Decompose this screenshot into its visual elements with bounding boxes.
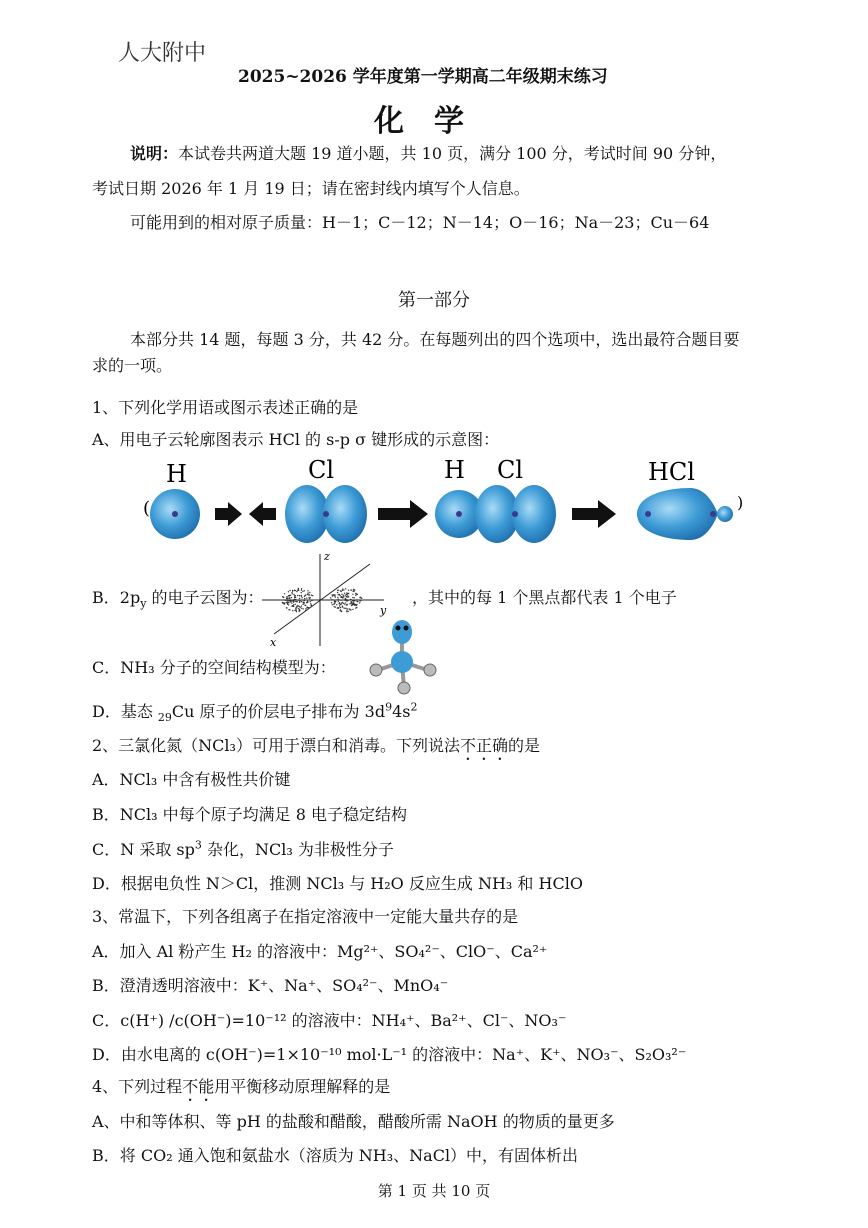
electron-dot xyxy=(356,599,357,600)
electron-dot xyxy=(335,606,336,607)
electron-dot xyxy=(294,610,295,611)
h-atom xyxy=(398,682,410,694)
electron-dot xyxy=(341,594,342,595)
electron-dot xyxy=(337,592,338,593)
electron-dot xyxy=(361,600,362,601)
electron-dot xyxy=(306,597,307,598)
electron-dot xyxy=(293,594,294,595)
electron-dot xyxy=(304,598,305,599)
instructions-label: 说明： xyxy=(130,144,179,163)
electron-dot xyxy=(305,595,306,596)
electron-dot xyxy=(302,597,303,598)
electron-dot xyxy=(286,596,287,597)
electron-dot xyxy=(301,595,302,596)
electron-dot xyxy=(337,607,338,608)
electron-dot xyxy=(346,611,347,612)
q3-stem: 3、常温下，下列各组离子在指定溶液中一定能大量共存的是 xyxy=(92,907,519,926)
electron-dot xyxy=(347,597,348,598)
part1-title: 第一部分 xyxy=(398,290,470,311)
electron-dot xyxy=(347,608,348,609)
atomic-masses: 可能用到的相对原子质量：H－1；C－12；N－14；O－16；Na－23；Cu－64 xyxy=(130,213,710,232)
emphasis-text: 不正确 xyxy=(459,736,508,755)
electron-dot xyxy=(287,599,288,600)
electron-dot xyxy=(311,606,312,607)
label-cl-2: Cl xyxy=(497,456,524,484)
electron-dot xyxy=(340,607,341,608)
electron-dot xyxy=(302,602,303,603)
axis-x-label: x xyxy=(270,636,277,649)
electron-dot xyxy=(353,601,354,602)
electron-dot xyxy=(284,593,285,594)
arrow-right-icon xyxy=(572,500,616,528)
electron-dot xyxy=(295,604,296,605)
electron-dot xyxy=(306,602,307,603)
q3-option-c: C．c(H⁺) /c(OH⁻)=10⁻¹² 的溶液中：NH₄⁺、Ba²⁺、Cl⁻、NO₃⁻ xyxy=(92,1011,567,1030)
q4-option-b: B．将 CO₂ 通入饱和氨盐水（溶质为 NH₃、NaCl）中，有固体析出 xyxy=(92,1146,579,1165)
electron-dot xyxy=(307,600,308,601)
electron-dot xyxy=(309,592,310,593)
axis-x-line xyxy=(274,564,370,634)
bracket-right: ) xyxy=(737,493,744,512)
electron-dot xyxy=(301,588,302,589)
exam-title: 2025~2026 学年度第一学期高二年级期末练习 xyxy=(238,67,608,87)
electron-dot xyxy=(352,594,353,595)
cl-nucleus-2 xyxy=(512,511,518,517)
q2-option-b: B．NCl₃ 中每个原子均满足 8 电子稳定结构 xyxy=(92,805,407,824)
axis-z-label: z xyxy=(324,550,330,563)
electron-dot xyxy=(346,599,347,600)
lone-pair-electron xyxy=(404,626,409,631)
electron-dot xyxy=(285,600,286,601)
electron-dot xyxy=(350,603,351,604)
label-cl: Cl xyxy=(308,456,335,484)
electron-dot xyxy=(337,590,338,591)
electron-dot xyxy=(341,596,342,597)
hcl-orbital-diagram xyxy=(0,452,868,562)
electron-dot xyxy=(352,597,353,598)
q3-option-a: A．加入 Al 粉产生 H₂ 的溶液中：Mg²⁺、SO₄²⁻、ClO⁻、Ca²⁺ xyxy=(92,942,548,961)
electron-dot xyxy=(288,604,289,605)
electron-dot xyxy=(295,608,296,609)
electron-dot xyxy=(340,600,341,601)
cl-orbital-lobe-left xyxy=(285,485,329,543)
bracket-left: ( xyxy=(143,498,151,519)
electron-dot xyxy=(348,590,349,591)
electron-dot xyxy=(292,593,293,594)
electron-dot xyxy=(359,600,360,601)
arrow-right-icon xyxy=(215,502,242,526)
electron-dot xyxy=(293,601,294,602)
electron-dot xyxy=(309,597,310,598)
h-atom xyxy=(424,664,436,676)
electron-dot xyxy=(289,598,290,599)
electron-dot xyxy=(312,595,313,596)
electron-dot xyxy=(304,600,305,601)
electron-dot xyxy=(282,596,283,597)
electron-dot xyxy=(355,595,356,596)
electron-dot xyxy=(296,611,297,612)
electron-dot xyxy=(342,606,343,607)
electron-dot xyxy=(345,588,346,589)
label-hcl: HCl xyxy=(648,458,695,486)
h-nucleus xyxy=(172,511,178,517)
axis-y-label: y xyxy=(380,604,387,617)
hcl-nucleus-h xyxy=(710,511,716,517)
electron-dot xyxy=(343,595,344,596)
electron-dot xyxy=(347,593,348,594)
arrow-left-icon xyxy=(249,502,276,526)
electron-dot xyxy=(290,595,291,596)
cl-orbital-lobe-right xyxy=(323,485,367,543)
n-atom xyxy=(391,651,413,673)
electron-dot xyxy=(303,608,304,609)
instructions-line2: 考试日期 2026 年 1 月 19 日；请在密封线内填写个人信息。 xyxy=(92,179,530,198)
q2-stem: 2、三氯化氮（NCl₃）可用于漂白和消毒。下列说法不正确的是 xyxy=(92,736,540,755)
electron-dot xyxy=(289,590,290,591)
electron-dot xyxy=(291,600,292,601)
cl-orbital-lobe-right-2 xyxy=(512,485,556,543)
electron-dot xyxy=(352,604,353,605)
electron-dot xyxy=(359,602,360,603)
electron-dot xyxy=(334,600,335,601)
electron-dot xyxy=(298,588,299,589)
electron-dot xyxy=(295,590,296,591)
electron-dot xyxy=(296,610,297,611)
electron-dot xyxy=(352,600,353,601)
q2-option-a: A．NCl₃ 中含有极性共价键 xyxy=(92,770,291,789)
electron-dot xyxy=(355,593,356,594)
electron-dot xyxy=(293,605,294,606)
electron-dot xyxy=(305,608,306,609)
electron-dot xyxy=(337,594,338,595)
q4-stem: 4、下列过程不能用平衡移动原理解释的是 xyxy=(92,1077,391,1096)
electron-dot xyxy=(305,610,306,611)
electron-dot xyxy=(307,590,308,591)
electron-dot xyxy=(336,604,337,605)
electron-dot xyxy=(350,589,351,590)
electron-dot xyxy=(361,598,362,599)
electron-dot xyxy=(334,601,335,602)
electron-dot xyxy=(350,599,351,600)
arrow-right-icon xyxy=(378,500,428,528)
h-atom xyxy=(370,664,382,676)
electron-dot xyxy=(335,596,336,597)
electron-dot xyxy=(344,593,345,594)
electron-dot xyxy=(345,602,346,603)
electron-dot xyxy=(344,608,345,609)
q3-option-b: B．澄清透明溶液中：K⁺、Na⁺、SO₄²⁻、MnO₄⁻ xyxy=(92,976,449,995)
electron-dot xyxy=(295,599,296,600)
electron-dot xyxy=(301,590,302,591)
q1-option-d: D．基态 $_{29}$Cu 原子的价层电子排布为 $3d^94s^2$ xyxy=(92,700,418,725)
electron-dot xyxy=(294,597,295,598)
electron-dot xyxy=(338,599,339,600)
electron-dot xyxy=(345,608,346,609)
q2-option-c: C．N 采取 $sp^3$ 杂化，NCl₃ 为非极性分子 xyxy=(92,838,394,859)
part1-intro2: 求的一项。 xyxy=(92,356,173,375)
electron-dot xyxy=(352,590,353,591)
electron-dot xyxy=(355,607,356,608)
electron-dot xyxy=(342,588,343,589)
electron-dot xyxy=(286,602,287,603)
electron-dot xyxy=(347,604,348,605)
electron-dot xyxy=(347,595,348,596)
electron-dot xyxy=(302,591,303,592)
electron-dot xyxy=(342,597,343,598)
electron-dot xyxy=(307,594,308,595)
electron-dot xyxy=(297,595,298,596)
electron-dot xyxy=(341,603,342,604)
electron-dot xyxy=(349,608,350,609)
electron-dot xyxy=(291,597,292,598)
electron-dot xyxy=(307,592,308,593)
electron-dot xyxy=(346,592,347,593)
electron-dot xyxy=(286,607,287,608)
electron-dot xyxy=(295,601,296,602)
electron-dot xyxy=(293,604,294,605)
electron-dot xyxy=(343,596,344,597)
electron-dot xyxy=(298,608,299,609)
electron-dot xyxy=(287,598,288,599)
electron-dot xyxy=(297,605,298,606)
electron-dot xyxy=(311,594,312,595)
h-nucleus-2 xyxy=(456,511,462,517)
electron-dot xyxy=(288,609,289,610)
emphasis-text: 不能 xyxy=(182,1077,215,1096)
label-h-2: H xyxy=(444,456,465,484)
electron-dot xyxy=(341,611,342,612)
electron-dot xyxy=(350,609,351,610)
part1-intro1: 本部分共 14 题，每题 3 分，共 42 分。在每题列出的四个选项中，选出最符合题目要 xyxy=(130,330,740,349)
electron-dot xyxy=(345,595,346,596)
electron-dot xyxy=(284,599,285,600)
electron-dot xyxy=(354,597,355,598)
lone-pair-lobe xyxy=(392,620,412,644)
electron-dot xyxy=(288,602,289,603)
electron-dot xyxy=(292,610,293,611)
electron-dot xyxy=(343,589,344,590)
q1-option-b-prefix: B．$2p_y$ 的电子云图为： xyxy=(92,588,264,611)
electron-dot xyxy=(346,610,347,611)
electron-dot xyxy=(302,604,303,605)
electron-dot xyxy=(299,595,300,596)
electron-dot xyxy=(301,601,302,602)
electron-dot xyxy=(331,599,332,600)
q1-option-c: C．NH₃ 分子的空间结构模型为： xyxy=(92,658,336,677)
electron-dot xyxy=(301,592,302,593)
electron-dot xyxy=(283,603,284,604)
electron-dot xyxy=(340,604,341,605)
electron-dot xyxy=(351,601,352,602)
electron-dot xyxy=(288,591,289,592)
electron-dot xyxy=(334,595,335,596)
electron-dot xyxy=(334,602,335,603)
electron-dot xyxy=(306,607,307,608)
electron-dot xyxy=(308,595,309,596)
electron-dot xyxy=(298,600,299,601)
nh3-ball-stick-model xyxy=(364,618,444,698)
electron-dot xyxy=(346,596,347,597)
hcl-small-lobe xyxy=(717,506,733,522)
electron-dot xyxy=(339,594,340,595)
electron-dot xyxy=(287,600,288,601)
page-footer: 第 1 页 共 10 页 xyxy=(377,1182,491,1200)
q1-option-a: A、用电子云轮廓图表示 HCl 的 s-p σ 键形成的示意图： xyxy=(92,430,500,449)
electron-dot xyxy=(341,591,342,592)
electron-dot xyxy=(357,601,358,602)
electron-dot xyxy=(344,603,345,604)
electron-dot xyxy=(352,609,353,610)
electron-dot xyxy=(294,599,295,600)
electron-dot xyxy=(331,602,332,603)
electron-dot xyxy=(289,600,290,601)
electron-dot xyxy=(332,604,333,605)
electron-dot xyxy=(343,603,344,604)
lone-pair-electron xyxy=(396,626,401,631)
instructions-line1: 说明：本试卷共两道大题 19 道小题，共 10 页，满分 100 分，考试时间 90 分钟， xyxy=(130,144,727,163)
electron-dot xyxy=(311,600,312,601)
electron-dot xyxy=(339,605,340,606)
electron-dot xyxy=(296,591,297,592)
q1-option-b-suffix: ，其中的每 1 个黑点都代表 1 个电子 xyxy=(412,588,677,607)
electron-dot xyxy=(337,597,338,598)
electron-dot xyxy=(342,590,343,591)
electron-dot xyxy=(333,595,334,596)
electron-dot xyxy=(330,597,331,598)
electron-dot xyxy=(357,594,358,595)
q3-option-d: D．由水电离的 c(OH⁻)=1×10⁻¹⁰ mol·L⁻¹ 的溶液中：Na⁺、K⁺、NO₃⁻、S₂O₃²⁻ xyxy=(92,1045,687,1064)
electron-dot xyxy=(333,606,334,607)
electron-dot xyxy=(291,603,292,604)
electron-dot xyxy=(310,601,311,602)
electron-dot xyxy=(311,605,312,606)
electron-dot xyxy=(301,608,302,609)
electron-dot xyxy=(340,610,341,611)
electron-dot xyxy=(354,589,355,590)
electron-dot xyxy=(345,599,346,600)
q1-stem: 1、下列化学用语或图示表述正确的是 xyxy=(92,398,359,417)
electron-dot xyxy=(332,595,333,596)
electron-dot xyxy=(339,603,340,604)
electron-dot xyxy=(340,595,341,596)
electron-dot xyxy=(348,600,349,601)
subject-title: 化学 xyxy=(374,104,494,139)
electron-dot xyxy=(294,595,295,596)
electron-dot xyxy=(310,603,311,604)
cl-nucleus xyxy=(323,511,329,517)
q4-option-a: A、中和等体积、等 pH 的盐酸和醋酸，醋酸所需 NaOH 的物质的量更多 xyxy=(92,1112,615,1131)
electron-dot xyxy=(292,606,293,607)
q2-option-d: D．根据电负性 N＞Cl，推测 NCl₃ 与 H₂O 反应生成 NH₃ 和 HClO xyxy=(92,874,583,893)
electron-dot xyxy=(356,605,357,606)
electron-dot xyxy=(296,606,297,607)
label-h: H xyxy=(166,460,187,488)
electron-dot xyxy=(308,607,309,608)
electron-dot xyxy=(304,602,305,603)
electron-dot xyxy=(304,590,305,591)
electron-dot xyxy=(299,598,300,599)
electron-dot xyxy=(292,590,293,591)
school-name: 人大附中 xyxy=(118,41,207,66)
hcl-nucleus-cl xyxy=(645,511,651,517)
electron-dot xyxy=(299,600,300,601)
electron-dot xyxy=(333,604,334,605)
electron-dot xyxy=(282,602,283,603)
electron-dot xyxy=(301,605,302,606)
electron-dot xyxy=(346,594,347,595)
electron-dot xyxy=(286,598,287,599)
electron-dot xyxy=(348,611,349,612)
electron-dot xyxy=(338,601,339,602)
electron-dot xyxy=(304,605,305,606)
